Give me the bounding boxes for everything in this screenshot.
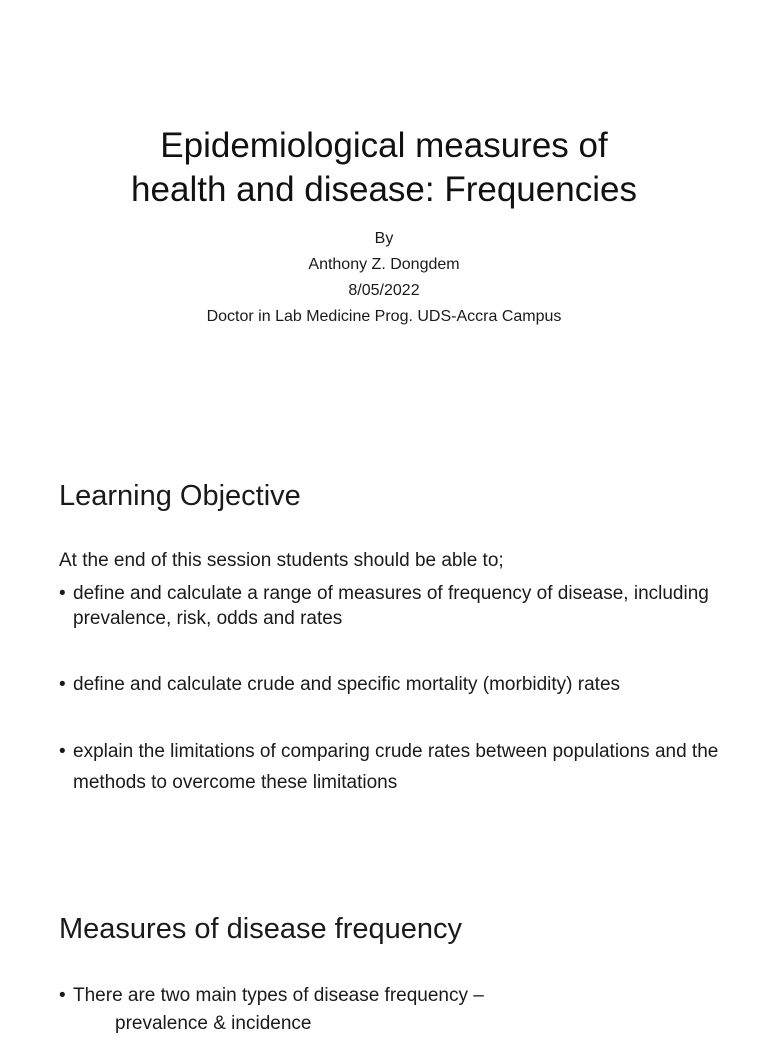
- title-slide: [0, 0, 768, 432]
- by-label: By: [374, 230, 394, 247]
- list-item-continuation: prevalence & incidence: [115, 1013, 312, 1034]
- slide-heading: Measures of disease frequency: [59, 913, 462, 945]
- list-item-text: define and calculate a range of measures of frequency of disease, including prevalence, risk, odds and rates: [73, 583, 709, 629]
- author-name: Anthony Z. Dongdem: [308, 256, 460, 273]
- title-line-2: health and disease: Frequencies: [131, 170, 637, 209]
- bullet-dot-icon: •: [59, 674, 66, 695]
- list-item-text: There are two main types of disease frequency –: [73, 985, 484, 1006]
- list-item-text: define and calculate crude and specific mortality (morbidity) rates: [73, 674, 621, 695]
- program-name: Doctor in Lab Medicine Prog. UDS-Accra Campus: [206, 308, 562, 325]
- bullet-dot-icon: •: [59, 985, 66, 1006]
- subtitle-block: [40, 226, 728, 330]
- list-item: [59, 672, 738, 697]
- list-item: [59, 736, 738, 798]
- bullet-dot-icon: •: [59, 583, 66, 604]
- presentation-date: 8/05/2022: [348, 282, 420, 299]
- title-line-1: Epidemiological measures of: [160, 126, 608, 165]
- presentation-title: [40, 124, 728, 212]
- intro-text: At the end of this session students should be able to;: [59, 550, 504, 571]
- measures-slide: [0, 864, 768, 1034]
- slide-heading: Learning Objective: [59, 480, 301, 512]
- list-item: [59, 581, 738, 631]
- bullet-dot-icon: •: [59, 741, 66, 762]
- list-item-text: explain the limitations of comparing crude rates between populations and the methods to overcome these limitations: [73, 741, 719, 793]
- list-item: [59, 982, 738, 1038]
- objectives-slide: [0, 432, 768, 864]
